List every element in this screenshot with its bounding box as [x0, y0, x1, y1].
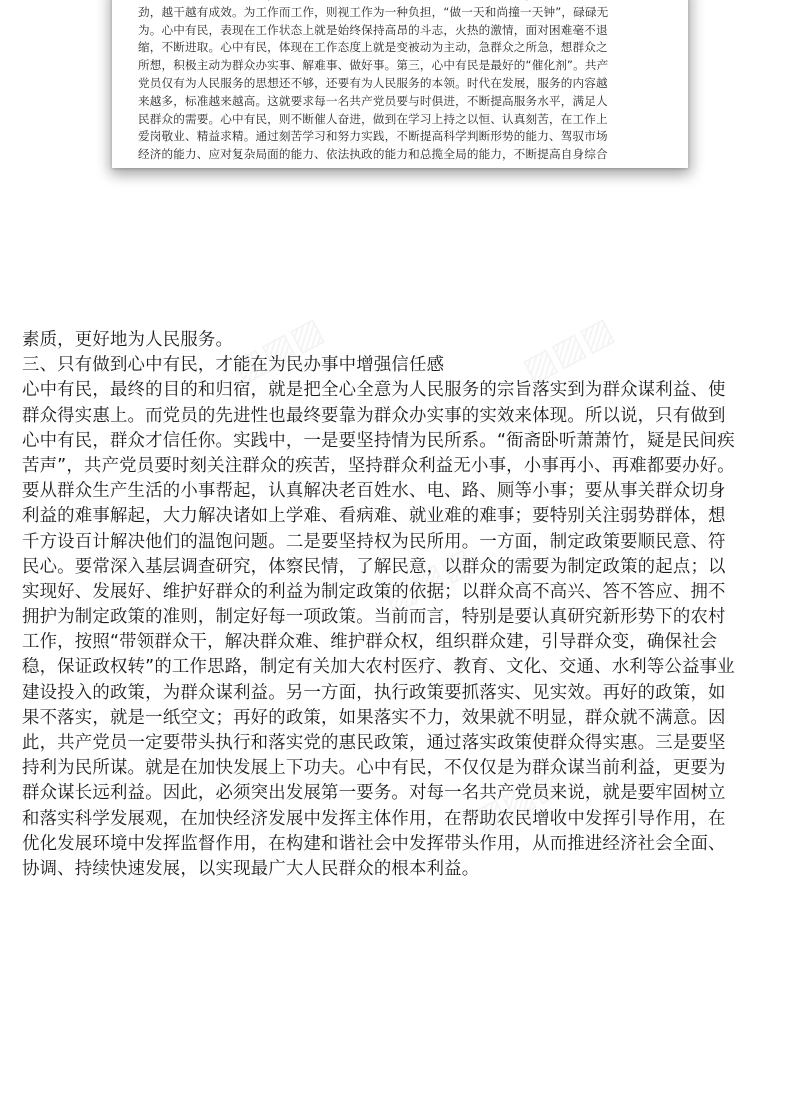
- body-line: 苦声”，共产党员要时刻关注群众的疾苦，坚持群众利益无小事，小事再小、再难都要办好。: [22, 455, 735, 476]
- body-line: 素质，更好地为人民服务。: [22, 330, 234, 350]
- document-body: [22, 328, 782, 882]
- body-line: 优化发展环境中发挥监督作用，在构建和谐社会中发挥带头作用，从而推进经济社会全面、: [22, 833, 726, 854]
- preview-line: 民群众的需要。心中有民，则不断催人奋进，做到在学习上持之以恒、认真刻苦，在工作上: [138, 111, 608, 126]
- preview-line: 缩，不断进取。心中有民，体现在工作态度上就是变被动为主动，急群众之所急，想群众之: [138, 40, 608, 55]
- body-line: 稳，保证政权转”的工作思路，制定有关加大农村医疗、教育、文化、交通、水利等公益事业: [22, 657, 735, 678]
- body-line: 群众得实惠上。而党员的先进性也最终要靠为群众办实事的实效来体现。所以说，只有做到: [22, 405, 726, 426]
- body-line: 协调、持续快速发展，以实现最广大人民群众的根本利益。: [22, 858, 480, 879]
- body-line: 持利为民所谋。就是在加快发展上下功夫。心中有民，不仅仅是为群众谋当前利益，更要为: [22, 758, 726, 779]
- body-line: 要从群众生产生活的小事帮起，认真解决老百姓水、电、路、厕等小事；要从事关群众切身: [22, 481, 726, 502]
- body-line: 和落实科学发展观，在加快经济发展中发挥主体作用，在帮助农民增收中发挥引导作用，在: [22, 808, 726, 829]
- body-line: 利益的难事解起，大力解决诸如上学难、看病难、就业难的难事；要特别关注弱势群体，想: [22, 506, 726, 527]
- body-line: 千方设百计解决他们的温饱问题。二是要坚持权为民所用。一方面，制定政策要顺民意、符: [22, 531, 726, 552]
- paper-preview: [112, 0, 688, 168]
- preview-line: 劲，越干越有成效。为工作而工作，则视工作为一种负担，“做一天和尚撞一天钟”，碌碌无: [138, 4, 609, 19]
- body-line: 建设投入的政策，为群众谋利益。另一方面，执行政策要抓落实、见实效。再好的政策，如: [22, 682, 726, 703]
- preview-line: 来越多，标准越来越高。这就要求每一名共产党员要与时俱进，不断提高服务水平，满足人: [138, 93, 608, 108]
- body-line: 民心。要常深入基层调查研究，体察民情，了解民意，以群众的需要为制定政策的起点；以: [22, 556, 726, 577]
- body-line: 果不落实，就是一纸空文；再好的政策，如果落实不力，效果就不明显，群众就不满意。因: [22, 707, 726, 728]
- preview-line: 爱岗敬业、精益求精。通过刻苦学习和努力实践，不断提高科学判断形势的能力、驾驭市场: [138, 129, 608, 144]
- section-heading: 三、只有做到心中有民，才能在为民办事中增强信任感: [22, 355, 445, 376]
- preview-line: 所想，积极主动为群众办实事、解难事、做好事。第三，心中有民是最好的“催化剂”。共产: [138, 58, 609, 73]
- body-line: 心中有民，群众才信任你。实践中，一是要坚持情为民所系。“衙斋卧听萧萧竹，疑是民间疾: [22, 430, 735, 451]
- body-line: 此，共产党员一定要带头执行和落实党的惠民政策，通过落实政策使群众得实惠。三是要坚: [22, 733, 726, 753]
- body-line: 心中有民，最终的目的和归宿，就是把全心全意为人民服务的宗旨落实到为群众谋利益、使: [22, 380, 726, 401]
- body-line: 实现好、发展好、维护好群众的利益为制定政策的依据；以群众高不高兴、答不答应、拥不: [22, 581, 726, 602]
- preview-line: 为。心中有民，表现在工作状态上就是始终保持高昂的斗志，火热的激情，面对困难毫不退: [138, 22, 608, 37]
- paper-preview-text: [138, 0, 668, 164]
- preview-line: 经济的能力、应对复杂局面的能力、依法执政的能力和总揽全局的能力，不断提高自身综合: [138, 147, 608, 162]
- body-line: 拥护为制定政策的准则，制定好每一项政策。当前而言，特别是要认真研究新形势下的农村: [22, 607, 726, 628]
- preview-line: 党员仅有为人民服务的思想还不够，还要有为人民服务的本领。时代在发展，服务的内容越: [138, 75, 608, 90]
- body-line: 群众谋长远利益。因此，必须突出发展第一要务。对每一名共产党员来说，就是要牢固树立: [22, 783, 726, 804]
- body-line: 工作，按照“带领群众干，解决群众难、维护群众权，组织群众建，引导群众变，确保社会: [22, 632, 718, 653]
